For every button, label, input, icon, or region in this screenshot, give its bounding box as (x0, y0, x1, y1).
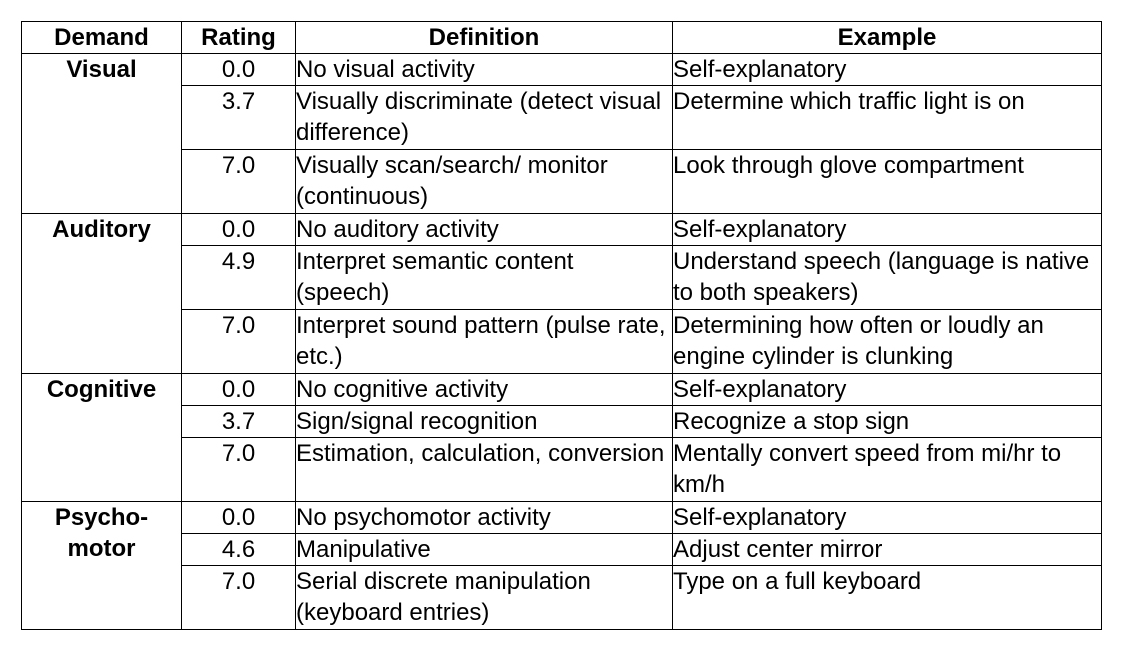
table-row (22, 310, 1102, 374)
demand-psychomotor-label: Psycho- motor (54, 504, 149, 562)
example-cell: Look through glove compartment (673, 150, 1102, 214)
example-cell: Self-explanatory (673, 502, 1102, 534)
rating-cell: 0.0 (182, 54, 296, 86)
table-row (22, 54, 1102, 86)
example-cell: Recognize a stop sign (673, 406, 1102, 438)
definition-cell: Visually scan/search/ monitor (continuous) (296, 150, 673, 214)
table-header-row (22, 22, 1102, 54)
definition-cell: Serial discrete manipulation (keyboard entries) (296, 566, 673, 630)
rating-cell: 7.0 (182, 310, 296, 374)
example-cell: Mentally convert speed from mi/hr to km/h (673, 438, 1102, 502)
rating-cell: 4.9 (182, 246, 296, 310)
definition-cell: No visual activity (296, 54, 673, 86)
example-cell: Determining how often or loudly an engine cylinder is clunking (673, 310, 1102, 374)
demand-cognitive: Cognitive (22, 374, 182, 502)
table-row (22, 438, 1102, 502)
table-row (22, 246, 1102, 310)
table-row (22, 406, 1102, 438)
header-example: Example (673, 22, 1102, 54)
rating-cell: 7.0 (182, 438, 296, 502)
example-cell: Self-explanatory (673, 54, 1102, 86)
definition-cell: Estimation, calculation, conversion (296, 438, 673, 502)
rating-cell: 4.6 (182, 534, 296, 566)
table-row (22, 374, 1102, 406)
table-row (22, 566, 1102, 630)
demand-auditory: Auditory (22, 214, 182, 374)
table-row (22, 150, 1102, 214)
example-cell: Self-explanatory (673, 214, 1102, 246)
demand-psychomotor (22, 502, 182, 630)
example-cell: Determine which traffic light is on (673, 86, 1102, 150)
definition-cell: No auditory activity (296, 214, 673, 246)
rating-cell: 7.0 (182, 150, 296, 214)
header-demand: Demand (22, 22, 182, 54)
demand-rating-table (21, 21, 1102, 630)
table-row (22, 86, 1102, 150)
rating-cell: 0.0 (182, 502, 296, 534)
table-row (22, 502, 1102, 534)
definition-cell: Interpret sound pattern (pulse rate, etc.) (296, 310, 673, 374)
demand-visual: Visual (22, 54, 182, 214)
example-cell: Self-explanatory (673, 374, 1102, 406)
definition-cell: Interpret semantic content (speech) (296, 246, 673, 310)
header-rating: Rating (182, 22, 296, 54)
rating-cell: 0.0 (182, 214, 296, 246)
table-row (22, 534, 1102, 566)
rating-cell: 3.7 (182, 406, 296, 438)
example-cell: Type on a full keyboard (673, 566, 1102, 630)
rating-cell: 3.7 (182, 86, 296, 150)
rating-cell: 0.0 (182, 374, 296, 406)
rating-cell: 7.0 (182, 566, 296, 630)
example-cell: Adjust center mirror (673, 534, 1102, 566)
header-definition: Definition (296, 22, 673, 54)
definition-cell: No cognitive activity (296, 374, 673, 406)
definition-cell: No psychomotor activity (296, 502, 673, 534)
definition-cell: Visually discriminate (detect visual difference) (296, 86, 673, 150)
definition-cell: Manipulative (296, 534, 673, 566)
example-cell: Understand speech (language is native to both speakers) (673, 246, 1102, 310)
definition-cell: Sign/signal recognition (296, 406, 673, 438)
table-row (22, 214, 1102, 246)
